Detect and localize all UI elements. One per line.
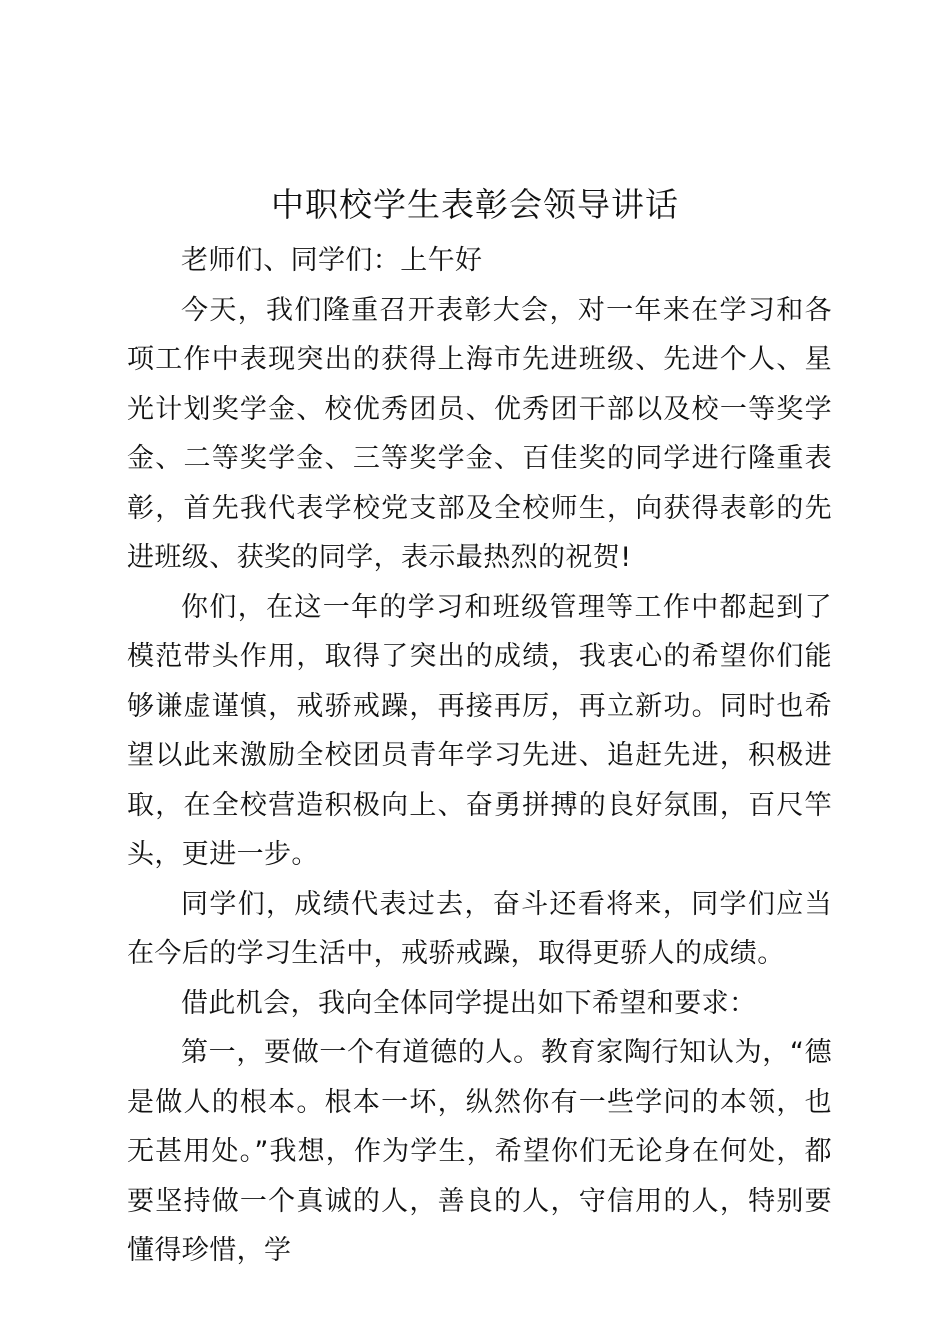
body-paragraph: 借此机会，我向全体同学提出如下希望和要求： xyxy=(181,987,757,1019)
body-paragraph: 今天，我们隆重召开表彰大会，对一年来在学习和各项工作中表现突出的获得上海市先进班级、先进个人、星光计划奖学金、校优秀团员、优秀团干部以及校一等奖学金、二等奖学金、三等奖学金、百佳奖的同学进行隆重表彰，首先我代表学校党支部及全校师生，向获得表彰的先进班级、获奖的同学，表示最热烈的祝贺! xyxy=(127,294,832,573)
body-paragraph: 你们，在这一年的学习和班级管理等工作中都起到了模范带头作用，取得了突出的成绩，我衷心的希望你们能够谦虚谨慎，戒骄戒躁，再接再厉，再立新功。同时也希望以此来激励全校团员青年学习先进、追赶先进，积极进取，在全校营造积极向上、奋勇拼搏的良好氛围，百尺竿头，更进一步。 xyxy=(127,591,832,870)
body-paragraph: 同学们，成绩代表过去，奋斗还看将来，同学们应当在今后的学习生活中，戒骄戒躁，取得更骄人的成绩。 xyxy=(127,888,832,969)
salutation-paragraph: 老师们、同学们：上午好 xyxy=(181,245,483,276)
body-paragraph: 第一，要做一个有道德的人。教育家陶行知认为，“德是做人的根本。根本一坏，纵然你有一些学问的本领，也无甚用处。”我想，作为学生，希望你们无论身在何处，都要坚持做一个真诚的人，善良的人，守信用的人，特别要懂得珍惜，学 xyxy=(127,1037,832,1266)
document-body xyxy=(127,236,832,1276)
document-title: 中职校学生表彰会领导讲话 xyxy=(271,185,679,224)
